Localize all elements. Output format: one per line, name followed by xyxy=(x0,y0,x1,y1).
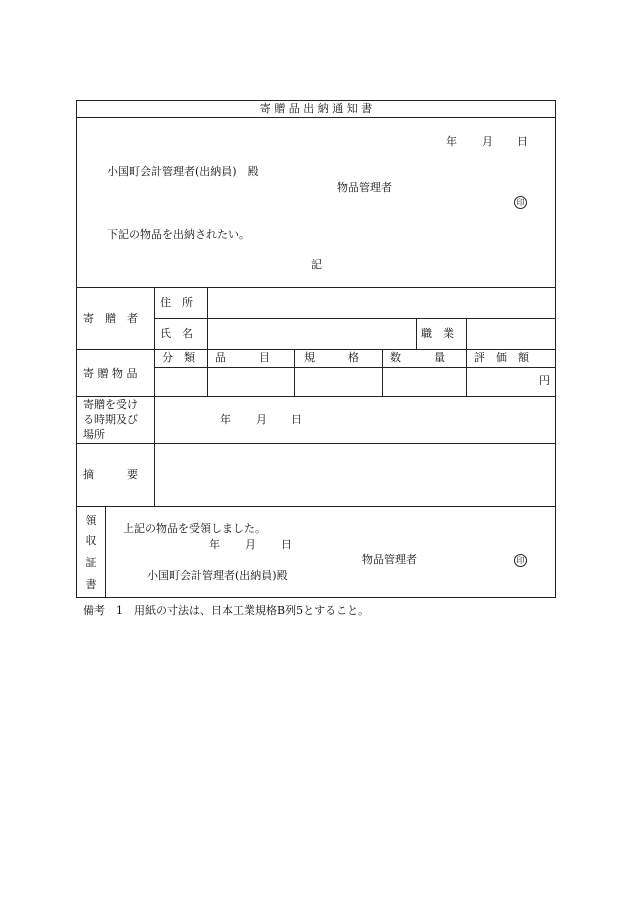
items-col-divider-3 xyxy=(382,349,383,396)
label-column-divider xyxy=(154,287,155,506)
receipt-label-1: 領 xyxy=(85,514,97,527)
seal-mark: 印 xyxy=(514,196,527,209)
summary-label: 摘 要 xyxy=(83,468,138,481)
donor-sublabel-divider xyxy=(207,287,208,349)
time-year: 年 xyxy=(220,413,231,426)
receipt-year: 年 xyxy=(209,538,220,551)
donor-label: 寄 贈 者 xyxy=(83,312,138,325)
col-category: 分 類 xyxy=(162,351,195,364)
sender-title: 物品管理者 xyxy=(337,181,392,194)
items-label: 寄 贈 物 品 xyxy=(83,367,138,380)
occupation-left-divider xyxy=(416,318,417,349)
col-spec: 規 格 xyxy=(304,351,359,364)
receipt-label-3: 証 xyxy=(85,556,97,569)
time-label-2: る時期及び xyxy=(83,413,138,426)
receipt-label-4: 書 xyxy=(85,578,97,591)
items-col-divider-4 xyxy=(466,349,467,396)
receipt-month: 月 xyxy=(245,538,256,551)
occupation-label: 職 業 xyxy=(421,327,454,340)
header-divider xyxy=(77,287,555,288)
receipt-seal-mark: 印 xyxy=(514,554,527,567)
address-label: 住 所 xyxy=(160,296,193,309)
receipt-day: 日 xyxy=(281,538,292,551)
yen-label: 円 xyxy=(539,374,550,387)
time-month: 月 xyxy=(256,413,267,426)
donor-row-divider xyxy=(154,318,555,319)
time-label-1: 寄贈を受け xyxy=(83,398,138,411)
receipt-label-divider xyxy=(105,506,106,598)
form-title: 寄 贈 品 出 納 通 知 書 xyxy=(259,102,373,115)
time-label-3: 場所 xyxy=(83,428,105,441)
date-year: 年 xyxy=(446,135,457,148)
items-header-divider xyxy=(154,367,555,368)
time-divider xyxy=(77,443,555,444)
request-text: 下記の物品を出納されたい。 xyxy=(107,228,250,241)
ki-label: 記 xyxy=(311,258,322,271)
occupation-right-divider xyxy=(466,318,467,349)
items-col-divider-2 xyxy=(294,349,295,396)
receipt-text: 上記の物品を受領しました。 xyxy=(123,522,266,535)
receipt-manager-title: 物品管理者 xyxy=(362,553,417,566)
name-label: 氏 名 xyxy=(160,327,193,340)
title-divider xyxy=(77,117,555,118)
items-divider xyxy=(77,396,555,397)
col-value: 評 価 額 xyxy=(474,351,529,364)
footnote: 備考 1 用紙の寸法は、日本工業規格B列5とすること。 xyxy=(83,604,370,617)
date-day: 日 xyxy=(517,135,528,148)
donation-form xyxy=(76,100,556,598)
receipt-addressee: 小国町会計管理者(出納員)殿 xyxy=(147,569,288,582)
col-item: 品 目 xyxy=(215,351,270,364)
col-quantity: 数 量 xyxy=(390,351,445,364)
receipt-label-2: 収 xyxy=(85,534,97,547)
summary-divider xyxy=(77,506,555,507)
time-day: 日 xyxy=(291,413,302,426)
addressee: 小国町会計管理者(出納員) 殿 xyxy=(107,165,259,178)
donor-divider xyxy=(77,349,555,350)
date-month: 月 xyxy=(482,135,493,148)
items-col-divider-1 xyxy=(207,349,208,396)
